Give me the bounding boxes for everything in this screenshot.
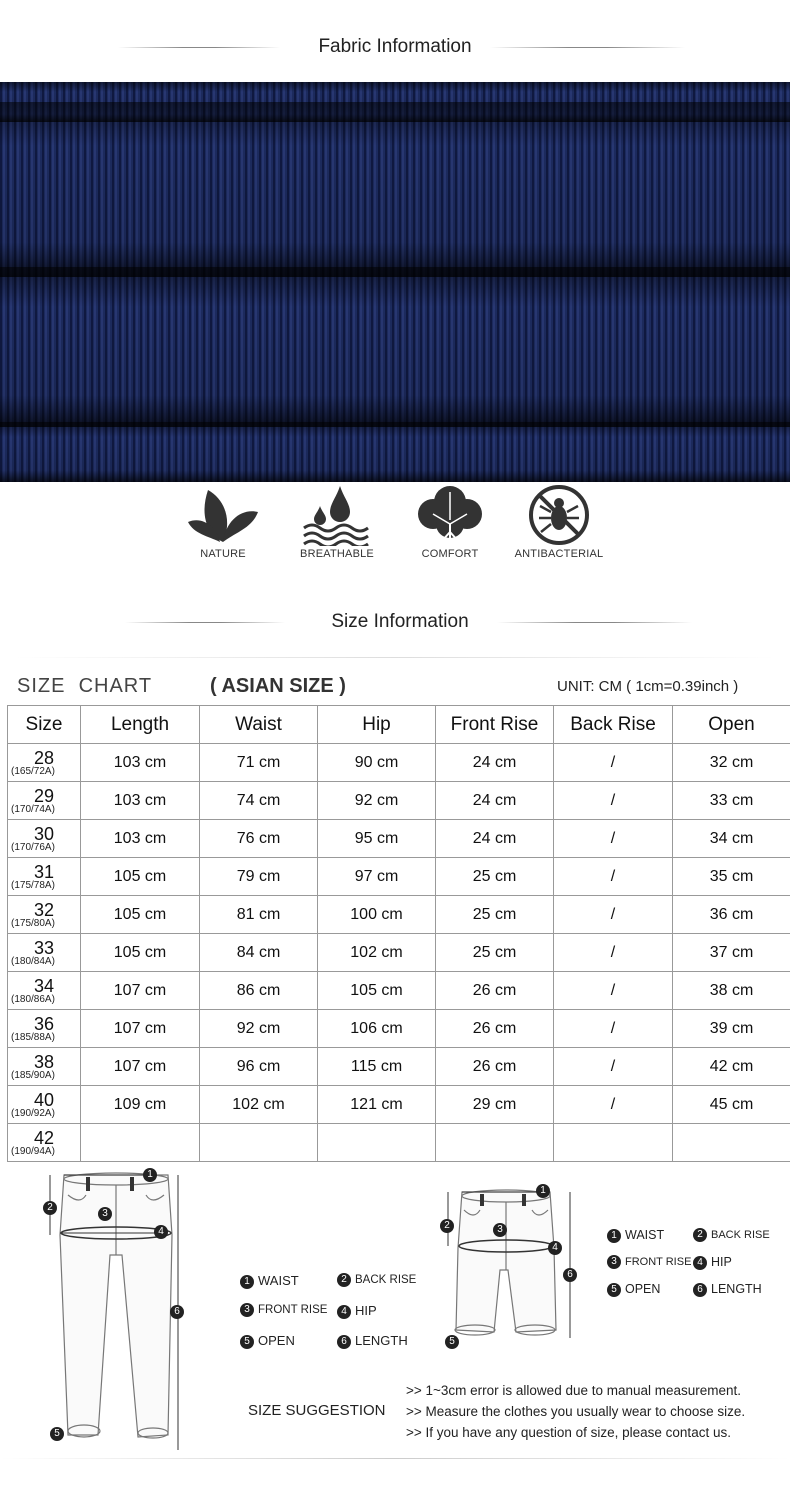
size-number: 40 [33, 1089, 55, 1110]
size-cell [8, 1048, 81, 1086]
open-cell: 45 cm [673, 1086, 790, 1124]
waist-cell: 74 cm [200, 782, 318, 820]
size-cell [8, 1010, 81, 1048]
size-cell [8, 782, 81, 820]
col-header-open: Open [673, 706, 790, 744]
hip-cell: 95 cm [318, 820, 436, 858]
back-rise-cell: / [554, 744, 673, 782]
length-cell: 103 cm [81, 820, 200, 858]
marker-5-short: 5 [445, 1335, 459, 1349]
length-cell: 109 cm [81, 1086, 200, 1124]
open-cell: 37 cm [673, 934, 790, 972]
back-rise-cell: / [554, 1048, 673, 1086]
marker-5-long: 5 [50, 1427, 64, 1441]
back-rise-cell: / [554, 820, 673, 858]
fabric-photo [0, 82, 790, 482]
front-rise-cell [436, 1124, 554, 1162]
marker-1-short: 1 [536, 1184, 550, 1198]
marker-6-short: 6 [563, 1268, 577, 1282]
feature-comfort: COMFORT [395, 484, 505, 560]
size-code: (190/94A) [11, 1145, 55, 1157]
size-code: (185/90A) [11, 1069, 55, 1081]
suggestion-line: >> 1~3cm error is allowed due to manual measurement. [406, 1383, 742, 1398]
back-rise-cell: / [554, 858, 673, 896]
size-cell [8, 896, 81, 934]
size-number: 42 [33, 1127, 55, 1148]
col-header-size: Size [8, 706, 81, 744]
marker-1-long: 1 [143, 1168, 157, 1182]
size-info-header [0, 611, 790, 633]
size-chart-label: SIZE CHART [17, 675, 153, 697]
front-rise-cell: 25 cm [436, 934, 554, 972]
size-cell [8, 972, 81, 1010]
feature-breathable: BREATHABLE [282, 484, 392, 560]
fabric-info-title: Fabric Information [318, 36, 472, 57]
size-code: (165/72A) [11, 765, 55, 777]
col-header-hip: Hip [318, 706, 436, 744]
table-header-row [8, 706, 790, 744]
long-pants-diagram [40, 1165, 210, 1455]
cotton-icon [413, 484, 487, 546]
front-rise-cell: 25 cm [436, 896, 554, 934]
waist-cell: 84 cm [200, 934, 318, 972]
size-suggestion-title: SIZE SUGGESTION [248, 1402, 386, 1419]
size-code: (175/78A) [11, 879, 55, 891]
hip-cell: 90 cm [318, 744, 436, 782]
size-number: 30 [33, 823, 55, 844]
legend-long: 1 WAIST 2 BACK RISE 3 FRONT RISE 4 HIP 5 OPEN 6 LENGTH [240, 1273, 430, 1353]
feature-nature: NATURE [168, 484, 278, 560]
size-number: 32 [33, 899, 55, 920]
length-cell: 107 cm [81, 1010, 200, 1048]
leaves-icon [186, 484, 260, 546]
hip-cell: 97 cm [318, 858, 436, 896]
size-info-title: Size Information [331, 611, 469, 632]
size-suggestion-list [406, 1380, 745, 1443]
waist-cell: 102 cm [200, 1086, 318, 1124]
size-code: (190/92A) [11, 1107, 55, 1119]
divider [15, 657, 775, 658]
size-cell [8, 820, 81, 858]
size-number: 33 [33, 937, 55, 958]
waist-cell: 81 cm [200, 896, 318, 934]
waist-cell: 92 cm [200, 1010, 318, 1048]
back-rise-cell: / [554, 896, 673, 934]
table-row [8, 934, 790, 972]
size-code: (175/80A) [11, 917, 55, 929]
marker-3-long: 3 [98, 1207, 112, 1221]
open-cell: 39 cm [673, 1010, 790, 1048]
asian-size-label: ( ASIAN SIZE ) [210, 675, 346, 697]
front-rise-cell: 26 cm [436, 1010, 554, 1048]
front-rise-cell: 24 cm [436, 782, 554, 820]
short-pants-diagram [440, 1180, 600, 1350]
size-number: 34 [33, 975, 55, 996]
front-rise-cell: 26 cm [436, 972, 554, 1010]
fabric-info-header [0, 36, 790, 58]
marker-2-long: 2 [43, 1201, 57, 1215]
table-row [8, 820, 790, 858]
waist-cell: 71 cm [200, 744, 318, 782]
front-rise-cell: 26 cm [436, 1048, 554, 1086]
table-row [8, 1124, 790, 1162]
length-cell: 105 cm [81, 858, 200, 896]
col-header-front-rise: Front Rise [436, 706, 554, 744]
marker-3-short: 3 [493, 1223, 507, 1237]
hip-cell: 100 cm [318, 896, 436, 934]
col-header-length: Length [81, 706, 200, 744]
back-rise-cell: / [554, 782, 673, 820]
size-code: (170/76A) [11, 841, 55, 853]
size-cell [8, 744, 81, 782]
open-cell: 42 cm [673, 1048, 790, 1086]
hip-cell: 92 cm [318, 782, 436, 820]
size-cell [8, 1124, 81, 1162]
suggestion-line: >> Measure the clothes you usually wear to choose size. [406, 1404, 746, 1419]
table-row [8, 972, 790, 1010]
size-table [7, 705, 790, 1162]
length-cell: 105 cm [81, 934, 200, 972]
back-rise-cell: / [554, 1010, 673, 1048]
size-code: (170/74A) [11, 803, 55, 815]
length-cell: 107 cm [81, 972, 200, 1010]
waist-cell: 86 cm [200, 972, 318, 1010]
waist-cell: 79 cm [200, 858, 318, 896]
back-rise-cell [554, 1124, 673, 1162]
size-cell [8, 934, 81, 972]
size-number: 36 [33, 1013, 55, 1034]
hip-cell: 115 cm [318, 1048, 436, 1086]
col-header-back-rise: Back Rise [554, 706, 673, 744]
hip-cell: 121 cm [318, 1086, 436, 1124]
waist-cell [200, 1124, 318, 1162]
hip-cell [318, 1124, 436, 1162]
feature-antibacterial: ANTIBACTERIAL [504, 484, 614, 560]
table-row [8, 1086, 790, 1124]
table-row [8, 858, 790, 896]
size-code: (180/84A) [11, 955, 55, 967]
length-cell: 107 cm [81, 1048, 200, 1086]
open-cell: 35 cm [673, 858, 790, 896]
back-rise-cell: / [554, 1086, 673, 1124]
marker-4-short: 4 [548, 1241, 562, 1255]
open-cell [673, 1124, 790, 1162]
length-cell: 103 cm [81, 782, 200, 820]
front-rise-cell: 29 cm [436, 1086, 554, 1124]
suggestion-line: >> If you have any question of size, please contact us. [406, 1425, 731, 1440]
no-bug-icon [522, 484, 596, 546]
length-cell: 103 cm [81, 744, 200, 782]
open-cell: 34 cm [673, 820, 790, 858]
size-cell [8, 1086, 81, 1124]
size-number: 28 [33, 747, 55, 768]
open-cell: 33 cm [673, 782, 790, 820]
size-chart-header [0, 675, 790, 701]
hip-cell: 106 cm [318, 1010, 436, 1048]
size-cell [8, 858, 81, 896]
size-code: (180/86A) [11, 993, 55, 1005]
bottom-divider [0, 1458, 790, 1459]
size-code: (185/88A) [11, 1031, 55, 1043]
feature-icons [0, 484, 790, 564]
front-rise-cell: 24 cm [436, 820, 554, 858]
legend-short: 1 WAIST 2 BACK RISE 3 FRONT RISE 4 HIP 5 OPEN 6 LENGTH [607, 1228, 787, 1298]
size-number: 31 [33, 861, 55, 882]
back-rise-cell: / [554, 934, 673, 972]
table-row [8, 1010, 790, 1048]
table-row [8, 744, 790, 782]
col-header-waist: Waist [200, 706, 318, 744]
size-number: 38 [33, 1051, 55, 1072]
size-number: 29 [33, 785, 55, 806]
open-cell: 32 cm [673, 744, 790, 782]
unit-label: UNIT: CM ( 1cm=0.39inch ) [557, 678, 739, 695]
hip-cell: 105 cm [318, 972, 436, 1010]
front-rise-cell: 24 cm [436, 744, 554, 782]
waist-cell: 96 cm [200, 1048, 318, 1086]
table-row [8, 1048, 790, 1086]
marker-4-long: 4 [154, 1225, 168, 1239]
length-cell: 105 cm [81, 896, 200, 934]
length-cell [81, 1124, 200, 1162]
table-row [8, 782, 790, 820]
marker-6-long: 6 [170, 1305, 184, 1319]
open-cell: 36 cm [673, 896, 790, 934]
front-rise-cell: 25 cm [436, 858, 554, 896]
marker-2-short: 2 [440, 1219, 454, 1233]
open-cell: 38 cm [673, 972, 790, 1010]
water-drop-icon [300, 484, 374, 546]
table-row [8, 896, 790, 934]
hip-cell: 102 cm [318, 934, 436, 972]
waist-cell: 76 cm [200, 820, 318, 858]
back-rise-cell: / [554, 972, 673, 1010]
